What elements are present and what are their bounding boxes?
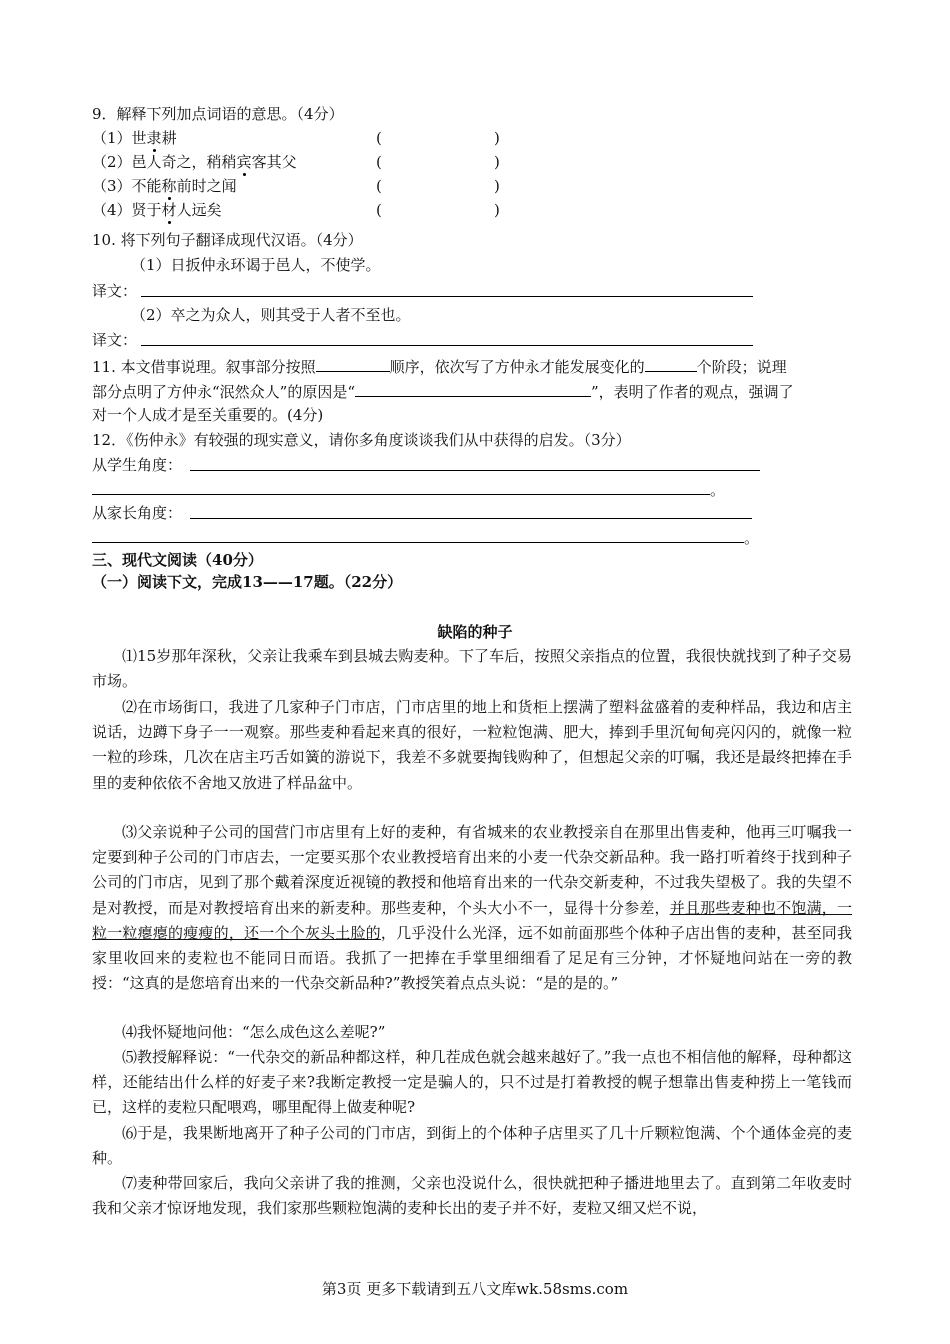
period-mark: 。 — [744, 529, 760, 547]
article-paragraph-7: ⑺麦种带回家后，我向父亲讲了我的推测，父亲也没说什么，很快就把种子播进地里去了。直到第二年收麦时我和父亲才惊讶地发现，我们家那些颗粒饱满的麦种长出的麦子并不好，麦粒又细又烂不说， — [92, 1174, 852, 1218]
answer-paren-close: ) — [494, 201, 500, 219]
q11-line-2: 部分点明了方仲永“泯然众人”的原因是“ ”，表明了作者的观点，强调了 — [92, 380, 794, 402]
answer-paren-open: ( — [376, 201, 382, 219]
subsection-heading: （一）阅读下文，完成13——17题。（22分） — [92, 573, 403, 591]
answer-paren-open: ( — [376, 177, 382, 195]
answer-line — [190, 470, 760, 471]
answer-paren-close: ) — [494, 129, 500, 147]
section-heading: 三、现代文阅读（40分） — [92, 551, 263, 569]
answer-line — [141, 296, 753, 297]
answer-line — [141, 345, 753, 346]
fill-blank — [645, 355, 697, 372]
q9-item-2: （2）邑人奇之，稍稍宾客其父 — [92, 153, 297, 171]
article-paragraph-6: ⑹于是，我果断地离开了种子公司的门市店，到街上的个体种子店里买了几十斤颗粒饱满、个个通体金亮的麦种。 — [92, 1124, 852, 1168]
q11-line-3: 对一个人成才是至关重要的。(4分) — [92, 406, 324, 424]
answer-line — [190, 518, 752, 519]
article-paragraph-4: ⑷我怀疑地问他：“怎么成色这么差呢?” — [122, 1023, 386, 1041]
answer-line — [92, 494, 710, 495]
article-paragraph-2: ⑵在市场街口，我进了几家种子门市店，门市店里的地上和货柜上摆满了塑料盆盛着的麦种样品，我边和店主说话，边蹲下身子一一观察。那些麦种看起来真的很好，一粒粒饱满、肥大，捧到手里沉甸甸亮闪闪的，就像一粒一粒的珍珠，几次在店主巧舌如簧的游说下，我差不多就要掏钱购种了，但想起父亲的叮嘱，我还是最终把捧在手里的麦种依依不舍地又放进了样品盆中。 — [92, 698, 852, 792]
article-title: 缺陷的种子 — [437, 623, 513, 641]
q12-title: 12．《伤仲永》有较强的现实意义，请你多角度谈谈我们从中获得的启发。（3分） — [92, 431, 631, 449]
q11-line-1: 11. 本文借事说理。叙事部分按照 顺序，依次写了方仲永才能发展变化的 个阶段；说理 — [92, 355, 787, 377]
fill-blank — [355, 380, 591, 397]
answer-paren-open: ( — [376, 129, 382, 147]
q9-item-1: （1）世隶耕 — [92, 129, 177, 147]
parent-perspective-label: 从家长角度： — [92, 504, 183, 522]
q10-sentence-2: （2）卒之为众人，则其受于人者不至也。 — [131, 306, 411, 324]
translation-label: 译文： — [92, 282, 138, 300]
q9-item-4: （4）贤于材人远矣 — [92, 201, 222, 219]
q9-title: 9．解释下列加点词语的意思。（4分） — [92, 105, 344, 123]
q10-title: 10. 将下列句子翻译成现代汉语。（4分） — [92, 231, 363, 249]
fill-blank — [316, 355, 390, 372]
emphasis-dot-char: 隶 — [146, 129, 162, 147]
answer-line — [92, 542, 744, 543]
emphasis-dot-char: 材 — [161, 201, 177, 219]
student-perspective-label: 从学生角度： — [92, 456, 183, 474]
q9-item-3: （3）不能称前时之闻 — [92, 177, 237, 195]
article-paragraph-5: ⑸教授解释说：“一代杂交的新品种都这样，种几茬成色就会越来越好了。”我一点也不相信他的解释，母种都这样，还能结出什么样的好麦子来?我断定教授一定是骗人的，只不过是打着教授的幌子想靠出售麦种捞上一笔钱而已，这样的麦粒只配喂鸡，哪里配得上做麦种呢? — [92, 1048, 852, 1117]
page-footer: 第3页 更多下载请到五八文库wk.58sms.com — [321, 1280, 629, 1298]
article-paragraph-1: ⑴15岁那年深秋，父亲让我乘车到县城去购麦种。下了车后，按照父亲指点的位置，我很快就找到了种子交易市场。 — [92, 647, 852, 691]
answer-paren-open: ( — [376, 153, 382, 171]
translation-label: 译文： — [92, 331, 138, 349]
q10-sentence-1: （1）日扳仲永环谒于邑人，不使学。 — [131, 256, 381, 274]
underlined-sentence: 并且那些麦种也不饱满，一粒一粒瘪瘪的瘦瘦的，还一个个灰头土脸的 — [92, 898, 852, 942]
article-paragraph-3: ⑶父亲说种子公司的国营门市店里有上好的麦种，有省城来的农业教授亲自在那里出售麦种，他再三叮嘱我一定要到种子公司的门市店去，一定要买那个农业教授培育出来的小麦一代杂交新品种。我一路打听着终于找到种子公司的门市店，见到了那个戴着深度近视镜的教授和他培育出来的一代杂交新麦种，不过我失望极了。我的失望不是对教授，而是对教授培育出来的新麦种。那些麦种，个头大小不一，显得十分参差，并且那些麦种也不饱满，一粒一粒瘪瘪的瘦瘦的，还一个个灰头土脸的，几乎没什么光泽，远不如前面那些个体种子店出售的麦种，甚至同我家里收回来的麦粒也不能同日而语。我抓了一把捧在手掌里细细看了足足有三分钟，才怀疑地问站在一旁的教授：“这真的是您培育出来的一代杂交新品种?”教授笑着点点头说：“是的是的。” — [92, 823, 852, 993]
emphasis-dot-char: 称 — [161, 177, 177, 195]
answer-paren-close: ) — [494, 177, 500, 195]
emphasis-dot-char: 宾 — [236, 153, 252, 171]
answer-paren-close: ) — [494, 153, 500, 171]
period-mark: 。 — [710, 481, 726, 499]
